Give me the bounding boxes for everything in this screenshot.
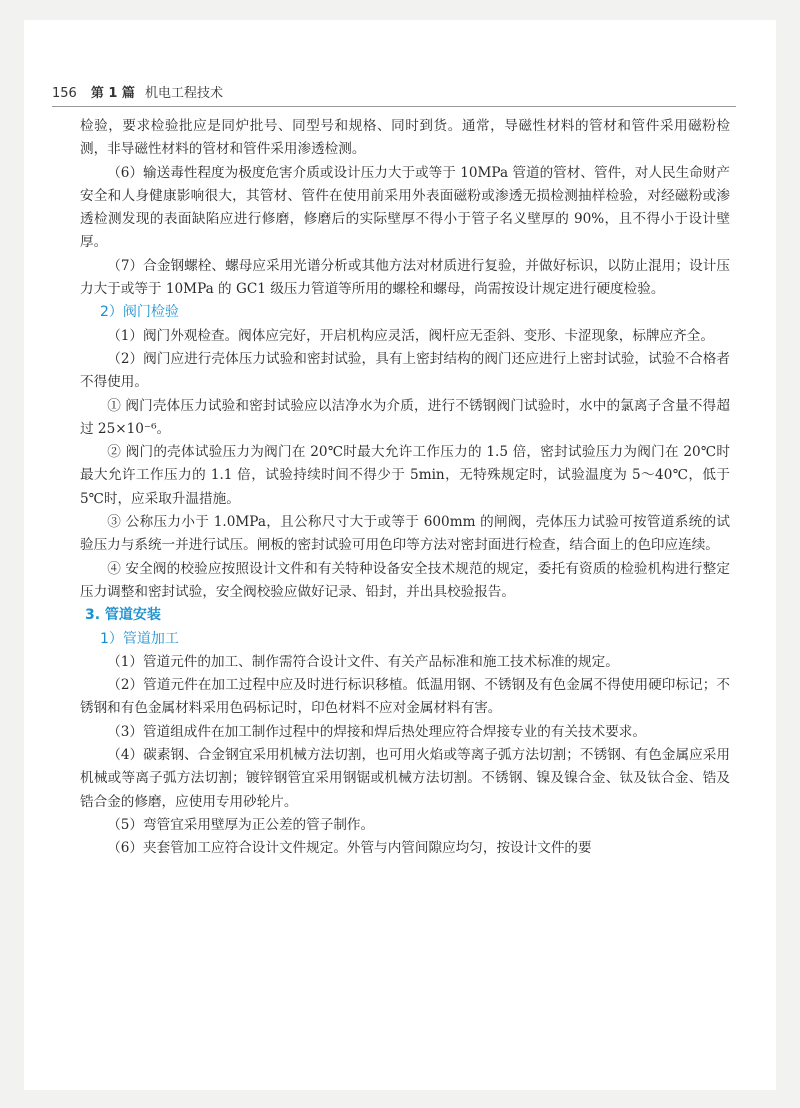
subsection-heading: 2）阀门检验 bbox=[100, 304, 179, 321]
paragraph: ① 阀门壳体压力试验和密封试验应以洁净水为介质，进行不锈钢阀门试验时，水中的氯离子含量不得超过 25×10⁻⁶。 bbox=[80, 397, 730, 437]
part-label: 第 1 篇 bbox=[90, 86, 135, 101]
paragraph: （2）管道元件在加工过程中应及时进行标识移植。低温用钢、不锈钢及有色金属不得使用硬印标记；不锈钢和有色金属材料采用色码标记时，印色材料不应对金属材料有害。 bbox=[80, 677, 730, 717]
running-header bbox=[52, 82, 223, 101]
paragraph: （6）输送毒性程度为极度危害介质或设计压力大于或等于 10MPa 管道的管材、管件，对人民生命财产安全和人身健康影响很大，其管材、管件在使用前采用外表面磁粉或渗透无损检测抽样检验，对经磁粉或渗透检测发现的表面缺陷应进行修磨，修磨后的实际壁厚不得小于管子名义壁厚的 90%，且不得小于设计壁厚。 bbox=[80, 164, 730, 251]
paragraph: （7）合金钢螺栓、螺母应采用光谱分析或其他方法对材质进行复验，并做好标识，以防止混用；设计压力大于或等于 10MPa 的 GC1 级压力管道等所用的螺栓和螺母，尚需按设计规定进行硬度检验。 bbox=[80, 257, 730, 298]
subsection-heading: 1）管道加工 bbox=[100, 630, 179, 647]
paragraph: ④ 安全阀的校验应按照设计文件和有关特种设备安全技术规范的规定，委托有资质的检验机构进行整定压力调整和密封试验，安全阀校验应做好记录、铅封，并出具校验报告。 bbox=[80, 560, 730, 600]
paragraph: （6）夹套管加工应符合设计文件规定。外管与内管间隙应均匀，按设计文件的要 bbox=[107, 840, 592, 857]
paragraph: （4）碳素钢、合金钢宜采用机械方法切割，也可用火焰或等离子弧方法切割；不锈钢、有色金属应采用机械或等离子弧方法切割；镀锌钢管宜采用钢锯或机械方法切割。不锈钢、镍及镍合金、钛及钛合金、锆及锆合金的修磨，应使用专用砂轮片。 bbox=[80, 747, 730, 810]
section-heading: 3. 管道安装 bbox=[85, 607, 161, 624]
page-number: 156 bbox=[52, 86, 77, 101]
body-text bbox=[80, 115, 730, 861]
paragraph: （5）弯管宜采用壁厚为正公差的管子制作。 bbox=[107, 816, 375, 833]
paragraph: （2）阀门应进行壳体压力试验和密封试验，具有上密封结构的阀门还应进行上密封试验，试验不合格者不得使用。 bbox=[80, 350, 730, 391]
paragraph: ③ 公称压力小于 1.0MPa，且公称尺寸大于或等于 600mm 的闸阀，壳体压力试验可按管道系统的试验压力与系统一并进行试压。闸板的密封试验可用色印等方法对密封面进行检查，结合面上的色印应连续。 bbox=[80, 514, 730, 554]
header-title: 机电工程技术 bbox=[144, 86, 223, 101]
paragraph: 检验，要求检验批应是同炉批号、同型号和规格、同时到货。通常，导磁性材料的管材和管件采用磁粉检测，非导磁性材料的管材和管件采用渗透检测。 bbox=[80, 118, 730, 158]
paragraph: ② 阀门的壳体试验压力为阀门在 20℃时最大允许工作压力的 1.5 倍，密封试验压力为阀门在 20℃时最大允许工作压力的 1.1 倍，试验持续时间不得少于 5min，无特殊规定时，试验温度为 5～40℃，低于 5℃时，应采取升温措施。 bbox=[80, 444, 730, 507]
paragraph: （3）管道组成件在加工制作过程中的焊接和焊后热处理应符合焊接专业的有关技术要求。 bbox=[107, 723, 646, 740]
header-divider bbox=[52, 106, 736, 107]
paragraph: （1）阀门外观检查。阀体应完好，开启机构应灵活，阀杆应无歪斜、变形、卡涩现象，标牌应齐全。 bbox=[107, 327, 714, 344]
paragraph: （1）管道元件的加工、制作需符合设计文件、有关产品标准和施工技术标准的规定。 bbox=[107, 653, 619, 670]
